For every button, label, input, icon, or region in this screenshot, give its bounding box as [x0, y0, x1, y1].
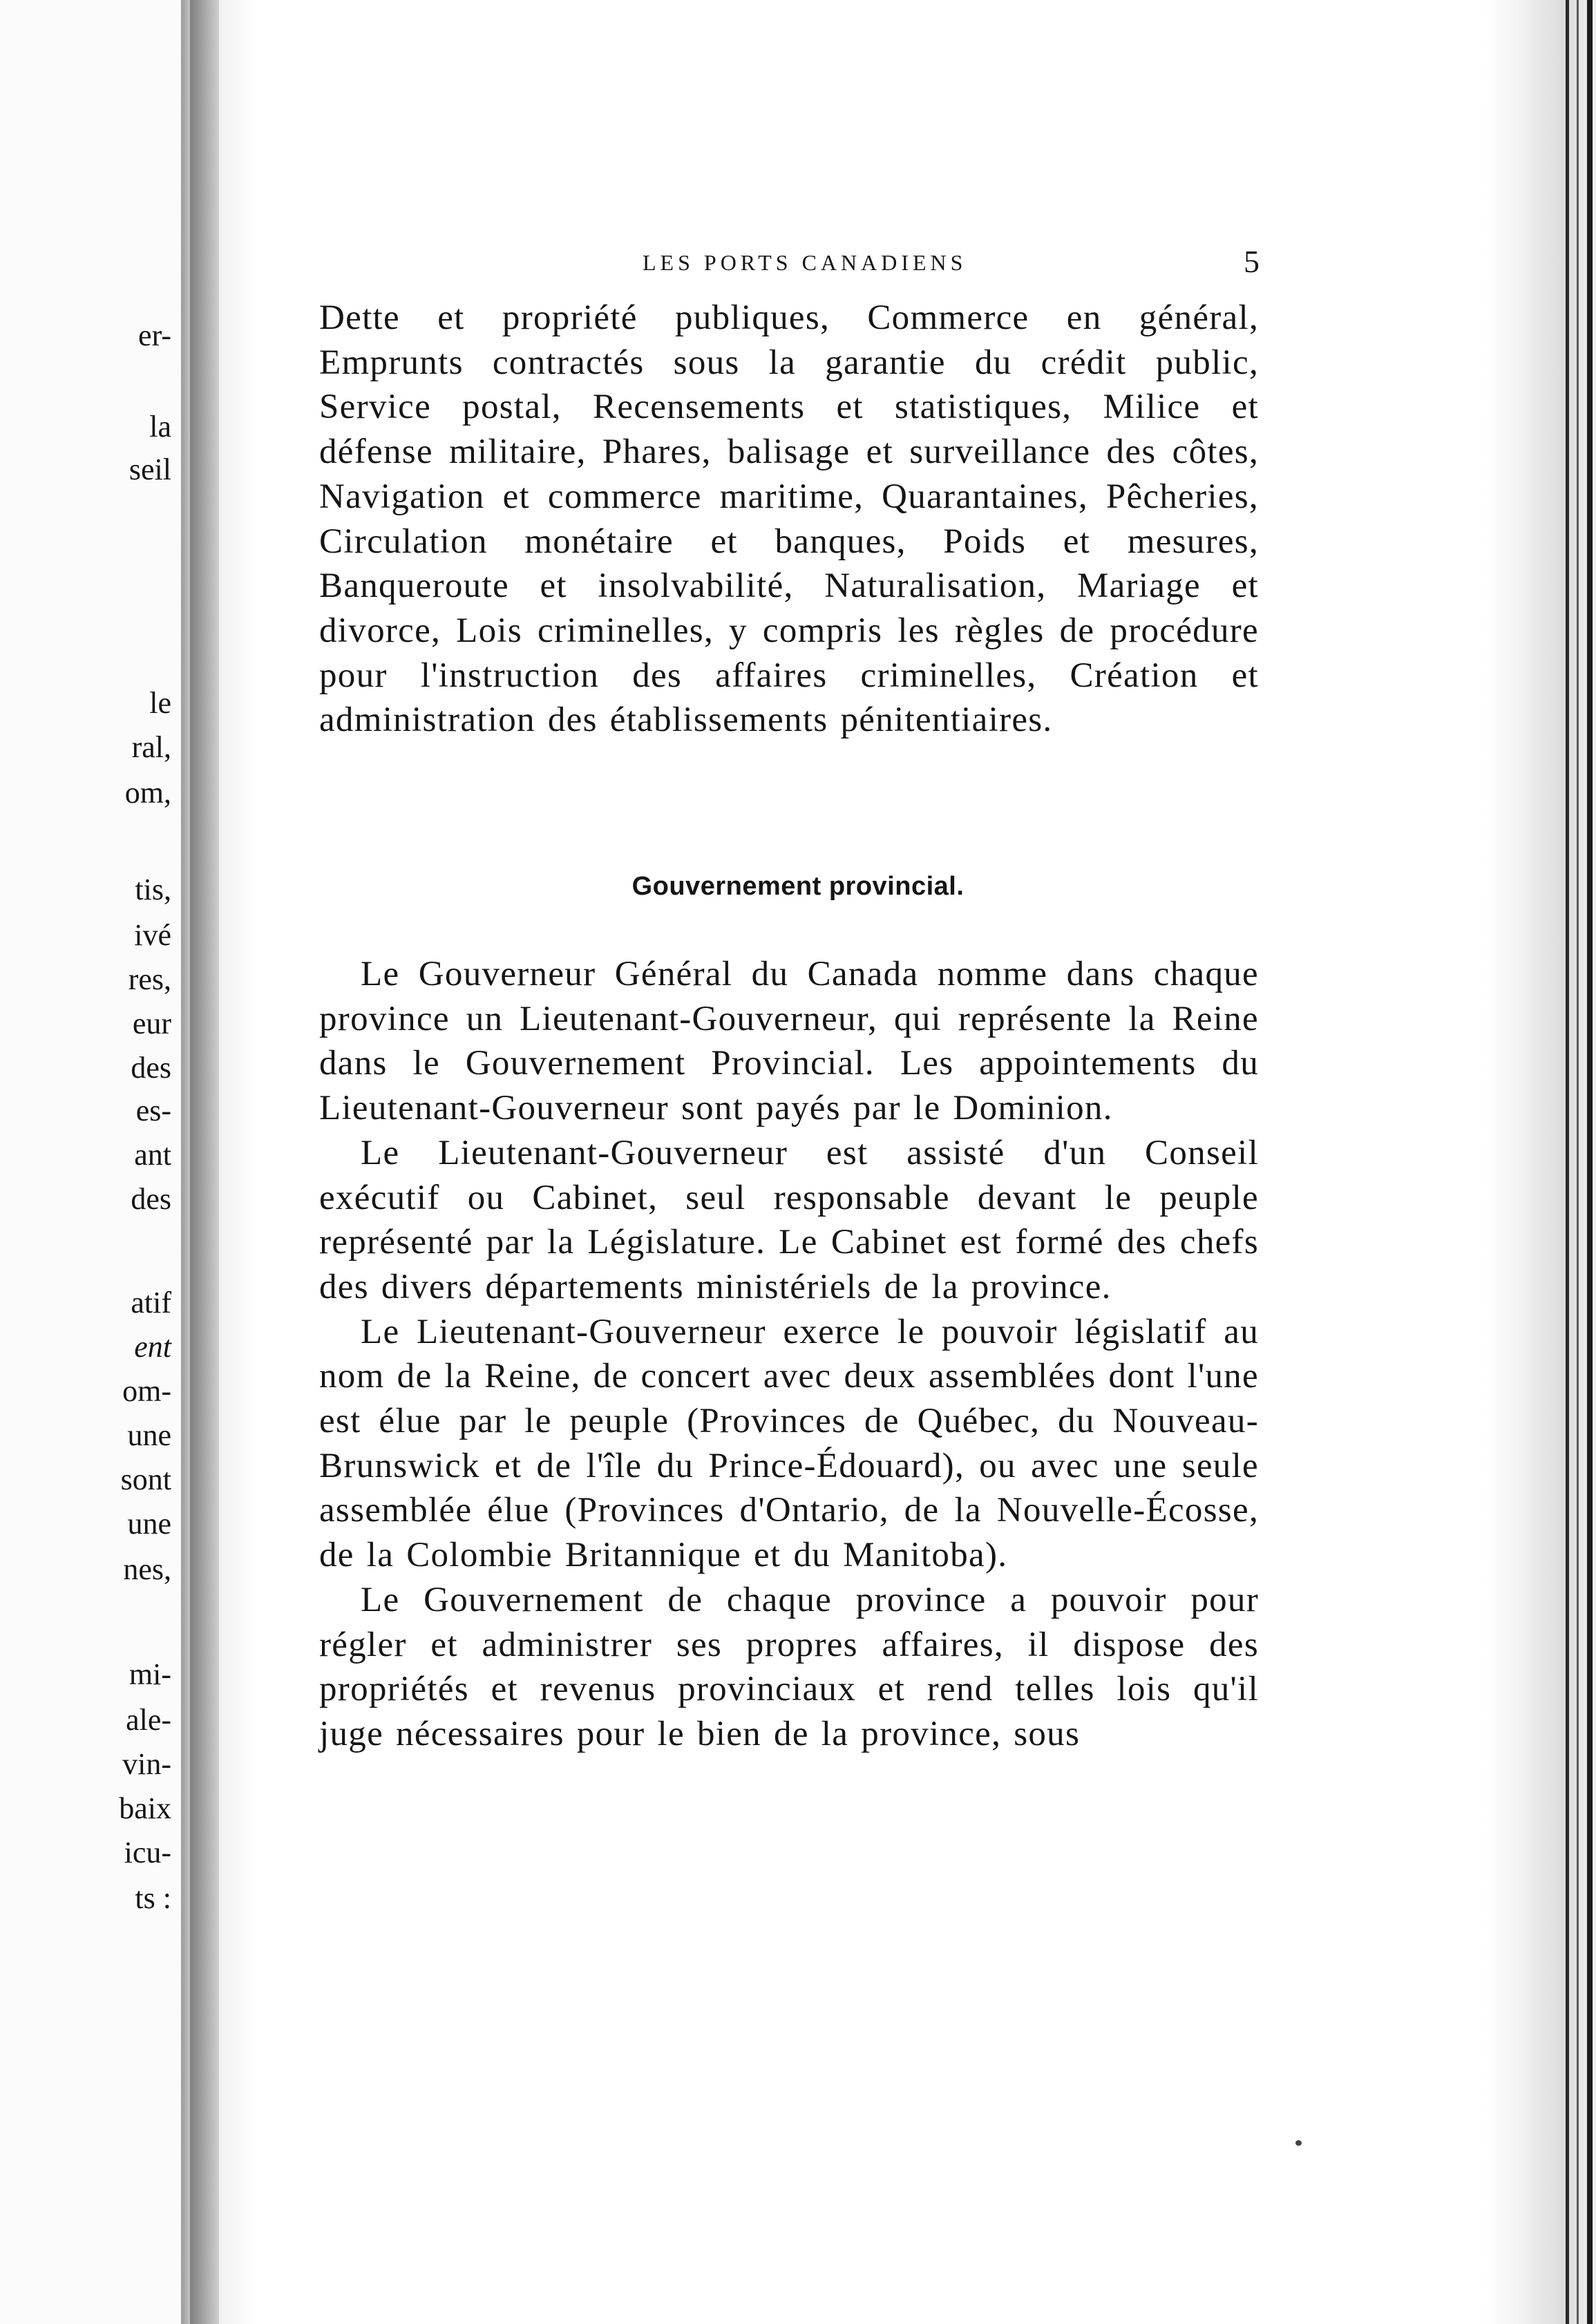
left-fragment: ent [134, 1330, 171, 1364]
left-fragment: ts : [135, 1881, 171, 1915]
scan-speck [1295, 2140, 1302, 2146]
left-fragment: mi- [129, 1657, 171, 1691]
left-facing-page [0, 0, 181, 2324]
left-fragment: om- [122, 1374, 171, 1408]
left-fragment: es- [135, 1094, 171, 1127]
left-fragment: vin- [122, 1747, 171, 1781]
book-edge-line [1587, 0, 1593, 2324]
left-fragment: ral, [131, 730, 171, 764]
gutter-shadow [190, 0, 219, 2324]
left-fragment: er- [138, 318, 171, 352]
left-fragment: des [131, 1051, 171, 1085]
section-heading: Gouvernement provincial. [631, 872, 965, 901]
body-text-block [319, 952, 1259, 1757]
paragraph: Le Lieutenant-Gouverneur est assisté d'un Conseil exécutif ou Cabinet, seul responsable devant le peuple représenté par la Législature. Le Cabinet est formé des chefs des divers départements ministériels de la province. [319, 1133, 1259, 1306]
running-head: LES PORTS CANADIENS [643, 250, 967, 275]
left-fragment: seil [129, 453, 171, 486]
page-edge-shadow [1485, 0, 1596, 2324]
intro-text-block [319, 296, 1259, 743]
intro-paragraph: Dette et propriété publiques, Commerce en général, Emprunts contractés sous la garantie du crédit public, Service postal, Recensements et statistiques, Milice et défense militaire, Phares, balisage et surveillance des côtes, Navigation et commerce maritime, Quarantaines, Pêcheries, Circulation monétaire et banques, Poids et mesures, Banqueroute et insolvabilité, Naturalisation, Mariage et divorce, Lois criminelles, y compris les règles de procédure pour l'instruction des affaires criminelles, Création et administration des établissements pénitentiaires. [319, 298, 1259, 740]
left-fragment: le [149, 686, 171, 720]
left-fragment: des [131, 1182, 171, 1216]
book-edge-line [1566, 0, 1569, 2324]
left-fragment: atif [131, 1286, 171, 1320]
left-fragment: nes, [123, 1552, 171, 1586]
left-fragment: une [127, 1507, 171, 1541]
paragraph: Le Lieutenant-Gouverneur exerce le pouvoir législatif au nom de la Reine, de concert avec deux assemblées dont l'une est élue par le peuple (Provinces de Québec, du Nouveau-Brunswick et de l'île du Prince-Édouard), ou avec une seule assemblée élue (Provinces d'Ontario, de la Nouvelle-Écosse, de la Colombie Britannique et du Manitoba). [319, 1312, 1259, 1575]
left-fragment: tis, [135, 873, 171, 906]
left-fragment: om, [124, 776, 171, 810]
left-fragment: une [127, 1418, 171, 1452]
left-fragment: res, [128, 962, 171, 996]
page-number: 5 [1244, 244, 1260, 279]
left-fragment: ant [134, 1138, 171, 1172]
left-fragment: ale- [126, 1703, 171, 1737]
book-edge-line [1577, 0, 1579, 2324]
left-fragment: sont [120, 1463, 171, 1496]
left-fragment: ivé [134, 918, 171, 952]
paragraph: Le Gouverneur Général du Canada nomme dans chaque province un Lieutenant-Gouverneur, qui représente la Reine dans le Gouvernement Provincial. Les appointements du Lieutenant-Gouverneur sont payés par le Dominion. [319, 955, 1259, 1128]
left-fragment: baix [119, 1791, 171, 1825]
left-fragment: la [149, 410, 171, 444]
paragraph: Le Gouvernement de chaque province a pouvoir pour régler et administrer ses propres affaires, il dispose des propriétés et revenus provinciaux et rend telles lois qu'il juge nécessaires pour le bien de la province, sous [319, 1580, 1259, 1753]
left-fragment: eur [132, 1007, 171, 1040]
left-fragment: icu- [124, 1836, 171, 1869]
